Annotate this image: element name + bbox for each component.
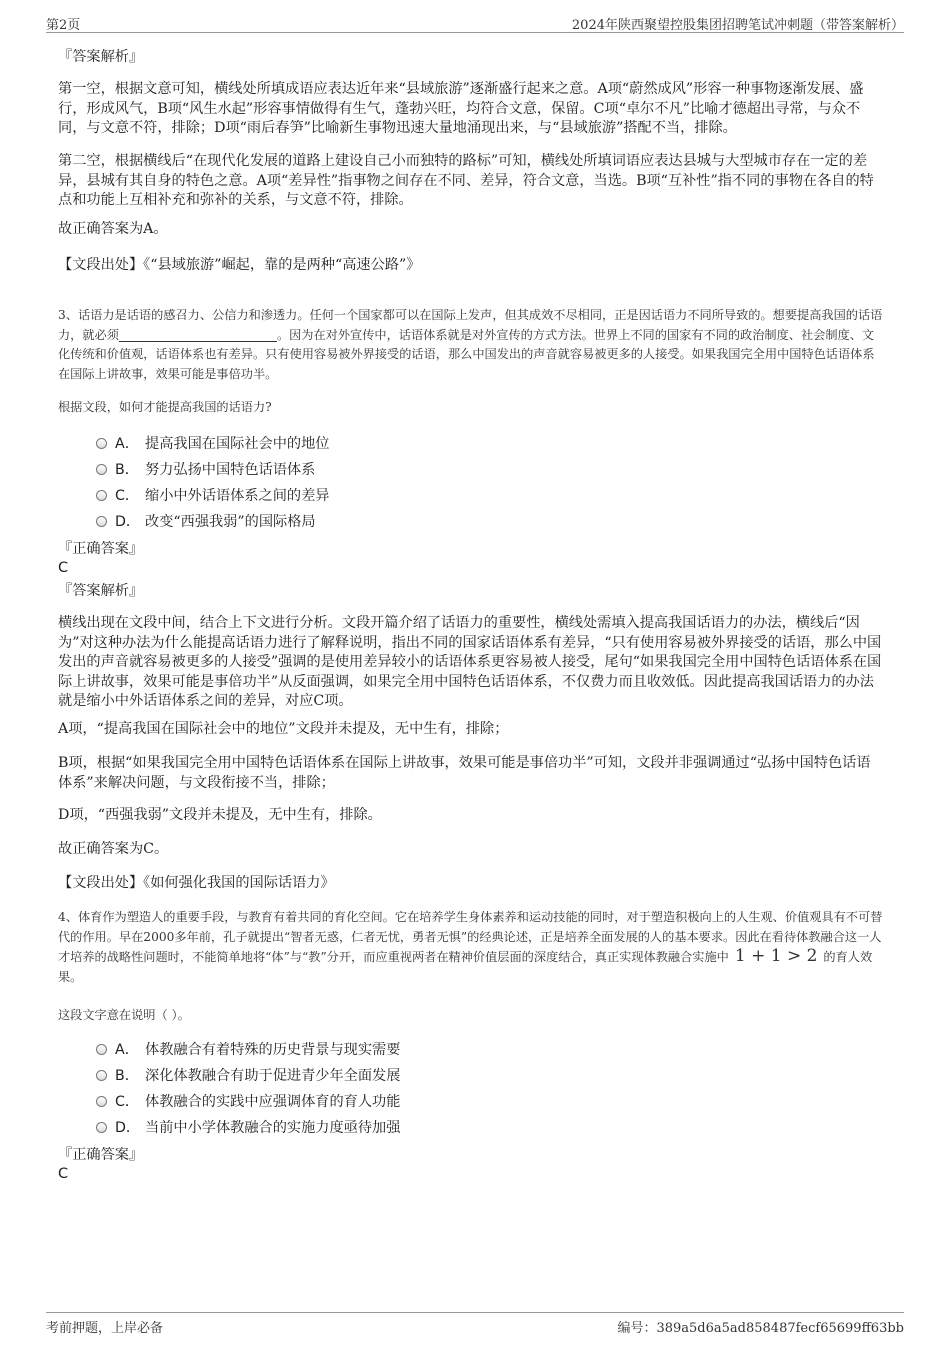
radio-icon[interactable] <box>96 516 107 527</box>
q2-analysis-label: 『答案解析』 <box>58 49 144 65</box>
radio-icon[interactable] <box>96 1096 107 1107</box>
document-id: 编号：389a5d6a5ad858487fecf65699ff63bb <box>617 1321 904 1336</box>
q3-fill-blank <box>119 329 277 342</box>
radio-icon[interactable] <box>96 490 107 501</box>
document-title: 2024年陕西聚望控股集团招聘笔试冲刺题（带答案解析） <box>571 18 904 33</box>
q2-source: 【文段出处】《“县域旅游”崛起，靠的是两种“高速公路”》 <box>58 257 421 273</box>
q4-stem <box>58 908 884 987</box>
footer-slogan: 考前押题，上岸必备 <box>46 1321 164 1336</box>
radio-icon[interactable] <box>96 1070 107 1081</box>
q4-correct-label: 『正确答案』 <box>58 1147 144 1163</box>
q3-option-b[interactable]: B． 努力弘扬中国特色话语体系 <box>96 460 315 480</box>
q4-formula: 1 + 1 > 2 <box>734 946 818 966</box>
q2-analysis-para-1: 第一空，根据文意可知，横线处所填成语应表达近年来“县域旅游”逐渐盛行起来之意。A项“蔚然成风”形容一种事物逐渐发展、盛行，形成风气，B项“风生水起”形容事情做得有生气，蓬勃兴旺，均符合文意，保留。C项“卓尔不凡”比喻才德超出寻常，与众不同，与文意不符，排除；D项“雨后春笋”比喻新生事物迅速大量地涌现出来，与“县域旅游”搭配不当，排除。 <box>58 81 864 136</box>
q4-option-a[interactable]: A． 体教融合有着特殊的历史背景与现实需要 <box>96 1040 400 1060</box>
page-footer <box>46 1312 904 1339</box>
q3-stem <box>58 306 884 384</box>
q3-analysis-label: 『答案解析』 <box>58 583 144 599</box>
q3-analysis-para-2: A项，“提高我国在国际社会中的地位”文段并未提及，无中生有，排除； <box>58 721 509 737</box>
radio-icon[interactable] <box>96 464 107 475</box>
q3-stem-part-1: 3、话语力是话语的感召力、公信力和渗透力。任何一个国家都可以在国际上发声，但其成效不尽相同，正是因话语力不同所导致的。想要提高我国的话语力，就必须 <box>58 308 883 342</box>
radio-icon[interactable] <box>96 1122 107 1133</box>
radio-icon[interactable] <box>96 1044 107 1055</box>
q3-source: 【文段出处】《如何强化我国的国际话语力》 <box>58 875 335 891</box>
q3-question: 根据文段，如何才能提高我国的话语力? <box>58 400 272 414</box>
q4-option-b[interactable]: B． 深化体教融合有助于促进青少年全面发展 <box>96 1066 400 1086</box>
q4-stem-part-2: 的育人效果。 <box>58 950 873 984</box>
q4-option-d[interactable]: D． 当前中小学体教融合的实施力度亟待加强 <box>96 1118 400 1138</box>
q3-correct-label: 『正确答案』 <box>58 541 144 557</box>
q4-stem-part-1: 4、体育作为塑造人的重要手段，与教育有着共同的育化空间。它在培养学生身体素养和运动技能的同时，对于塑造积极向上的人生观、价值观具有不可替代的作用。早在2000多年前，孔子就提出“智者无惑，仁者无忧，勇者无惧”的经典论述，正是培养全面发展的人的基本要求。因此在看待体教融合这一人才培养的战略性问题时，不能简单地将“体”与“教”分开，而应重视两者在精神价值层面的深度结合，真正实现体教融合实施中 <box>58 910 883 964</box>
q3-stem-part-2: 。因为在对外宣传中，话语体系就是对外宣传的方式方法。世界上不同的国家有不同的政治制度、社会制度、文化传统和价值观，话语体系也有差异。只有使用容易被外界接受的话语，那么中国发出的声音就容易被更多的人接受。如果我国完全用中国特色话语体系在国际上讲故事，效果可能是事倍功半。 <box>58 327 875 381</box>
q3-analysis-para-3: B项，根据“如果我国完全用中国特色话语体系在国际上讲故事，效果可能是事倍功半”可知，文段并非强调通过“弘扬中国特色话语体系”来解决问题，与文段衔接不当，排除； <box>58 755 871 791</box>
q4-question: 这段文字意在说明（ ）。 <box>58 1008 190 1022</box>
q3-conclusion: 故正确答案为C。 <box>58 841 169 857</box>
radio-icon[interactable] <box>96 438 107 449</box>
page-header <box>46 10 904 33</box>
q4-option-c[interactable]: C． 体教融合的实践中应强调体育的育人功能 <box>96 1092 400 1112</box>
q2-analysis-para-2: 第二空，根据横线后“在现代化发展的道路上建设自己小而独特的路标”可知，横线处所填词语应表达县城与大型城市存在一定的差异，县城有其自身的特色之意。A项“差异性”指事物之间存在不同、差异，符合文意，当选。B项“互补性”指不同的事物在各自的特点和功能上互相补充和弥补的关系，与文意不符，排除。 <box>58 153 874 208</box>
q2-conclusion: 故正确答案为A。 <box>58 221 168 237</box>
q3-option-d[interactable]: D． 改变“西强我弱”的国际格局 <box>96 512 316 532</box>
q3-option-c[interactable]: C． 缩小中外话语体系之间的差异 <box>96 486 329 506</box>
q3-answer: C <box>58 560 69 576</box>
page-number: 第2页 <box>46 18 81 33</box>
q3-analysis-para-4: D项，“西强我弱”文段并未提及，无中生有，排除。 <box>58 807 382 823</box>
q4-answer: C <box>58 1166 69 1182</box>
q3-option-a[interactable]: A． 提高我国在国际社会中的地位 <box>96 434 329 454</box>
q3-analysis-para-1: 横线出现在文段中间，结合上下文进行分析。文段开篇介绍了话语力的重要性，横线处需填入提高我国话语力的办法，横线后“因为”对这种办法为什么能提高话语力进行了解释说明，指出不同的国家话语体系有差异，“只有使用容易被外界接受的话语，那么中国发出的声音就容易被更多的人接受”强调的是使用差异较小的话语体系更容易被人接受，尾句“如果我国完全用中国特色话语体系在国际上讲故事，效果可能是事倍功半”从反面强调，如果完全用中国特色话语体系，不仅费力而且收效低。因此提高我国话语力的办法就是缩小中外话语体系之间的差异，对应C项。 <box>58 615 882 709</box>
